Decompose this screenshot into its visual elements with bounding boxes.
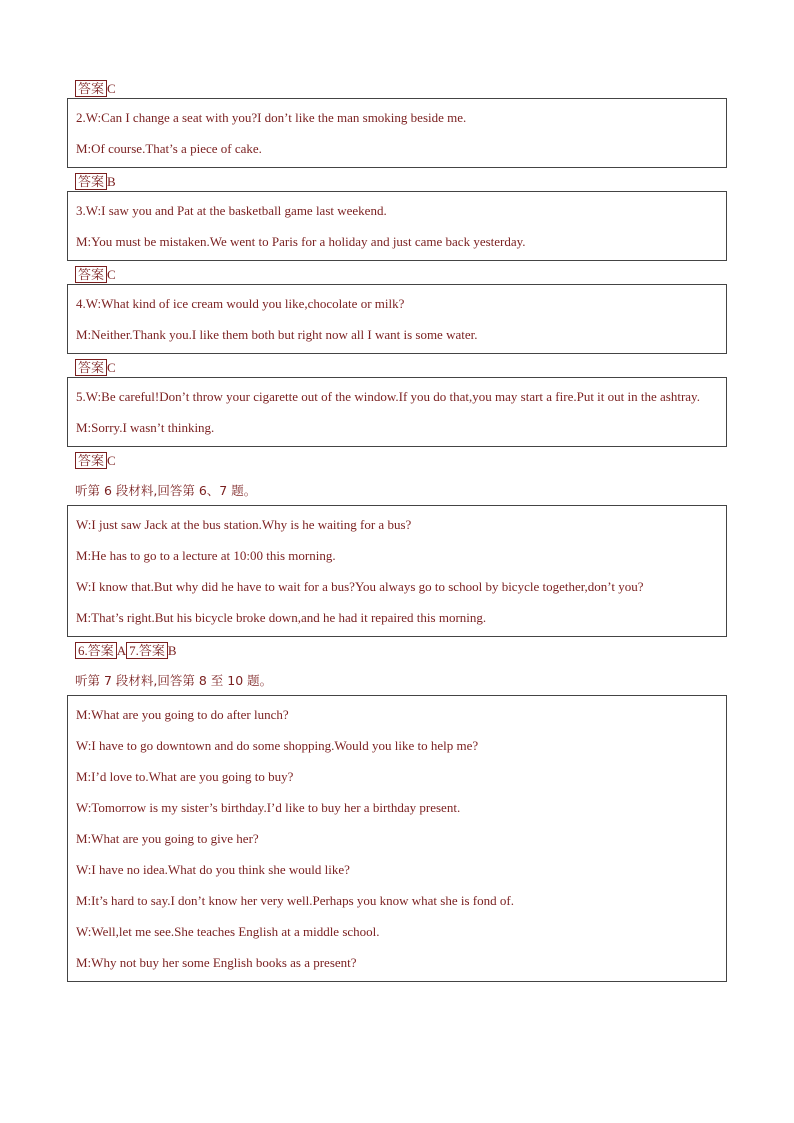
dialog-line: M:He has to go to a lecture at 10:00 this morning. <box>76 548 336 563</box>
answer-value: B <box>167 643 177 658</box>
answer-6-7 <box>75 642 727 660</box>
dialog-7 <box>67 695 727 982</box>
dialog-line: 3.W:I saw you and Pat at the basketball game last weekend. <box>76 203 387 218</box>
dialog-line: M:It’s hard to say.I don’t know her very well.Perhaps you know what she is fond of. <box>76 893 514 908</box>
dialog-line: 2.W:Can I change a seat with you?I don’t like the man smoking beside me. <box>76 110 467 125</box>
answer-1 <box>75 80 727 98</box>
dialog-line: M:Why not buy her some English books as a present? <box>76 955 357 970</box>
dialog-line: M:What are you going to do after lunch? <box>76 707 289 722</box>
answer-value: C <box>107 360 116 375</box>
dialog-line: M:I’d love to.What are you going to buy? <box>76 769 294 784</box>
dialog-line: M:Sorry.I wasn’t thinking. <box>76 420 215 435</box>
dialog-line: 5.W:Be careful!Don’t throw your cigarette out of the window.If you do that,you may start a fire.Put it out in the ashtray. <box>76 389 700 404</box>
answer-value: C <box>107 81 116 96</box>
answer-value: B <box>107 174 116 189</box>
answer-tag: 答案 <box>75 359 107 376</box>
section-heading-6: 听第 6 段材料,回答第 6、7 题。 <box>75 483 257 498</box>
answer-value: C <box>107 267 116 282</box>
answer-tag: 答案 <box>75 266 107 283</box>
dialog-line: M:You must be mistaken.We went to Paris for a holiday and just came back yesterday. <box>76 234 526 249</box>
dialog-5 <box>67 377 727 447</box>
dialog-2 <box>67 98 727 168</box>
dialog-line: W:I know that.But why did he have to wait for a bus?You always go to school by bicycle together,don’t you? <box>76 579 644 594</box>
answer-3 <box>75 266 727 284</box>
dialog-line: M:That’s right.But his bicycle broke down,and he had it repaired this morning. <box>76 610 487 625</box>
answer-value: A <box>116 643 127 658</box>
dialog-line: W:I have no idea.What do you think she would like? <box>76 862 350 877</box>
answer-value: C <box>107 453 116 468</box>
answer-2 <box>75 173 727 191</box>
answer-tag: 答案 <box>75 80 107 97</box>
section-heading-7: 听第 7 段材料,回答第 8 至 10 题。 <box>75 673 273 688</box>
dialog-line: W:Well,let me see.She teaches English at a middle school. <box>76 924 380 939</box>
answer-tag: 7.答案 <box>126 642 168 659</box>
dialog-line: 4.W:What kind of ice cream would you like,chocolate or milk? <box>76 296 405 311</box>
dialog-line: M:Of course.That’s a piece of cake. <box>76 141 262 156</box>
dialog-3 <box>67 191 727 261</box>
dialog-line: W:I have to go downtown and do some shopping.Would you like to help me? <box>76 738 479 753</box>
answer-tag: 答案 <box>75 173 107 190</box>
page <box>67 80 727 987</box>
answer-5 <box>75 452 727 470</box>
dialog-4 <box>67 284 727 354</box>
dialog-line: M:What are you going to give her? <box>76 831 259 846</box>
dialog-line: W:Tomorrow is my sister’s birthday.I’d like to buy her a birthday present. <box>76 800 461 815</box>
answer-tag: 6.答案 <box>75 642 117 659</box>
answer-tag: 答案 <box>75 452 107 469</box>
dialog-6 <box>67 505 727 637</box>
dialog-line: M:Neither.Thank you.I like them both but right now all I want is some water. <box>76 327 478 342</box>
dialog-line: W:I just saw Jack at the bus station.Why is he waiting for a bus? <box>76 517 412 532</box>
answer-4 <box>75 359 727 377</box>
